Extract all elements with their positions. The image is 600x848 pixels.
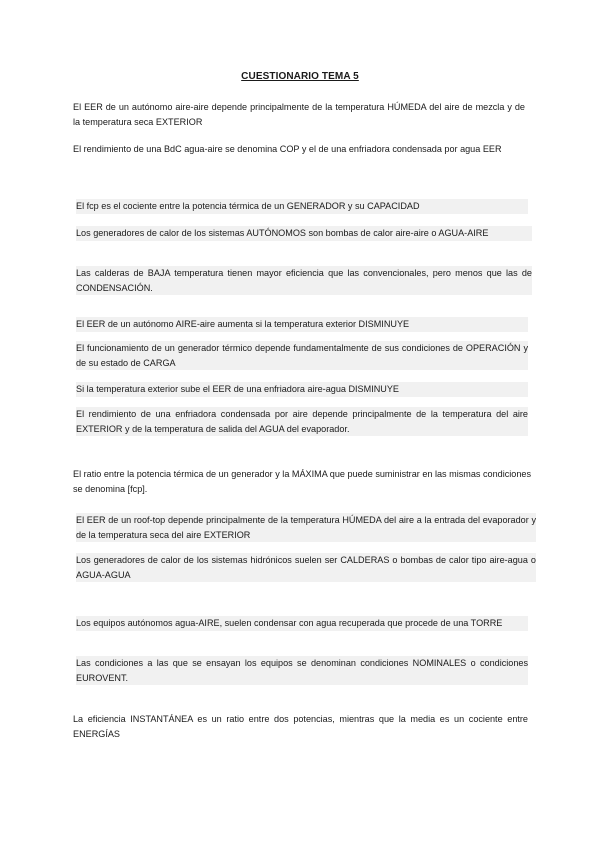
paragraph-9: El rendimiento de una enfriadora condensada por aire depende principalmente de la temperatura del aire EXTERIOR y de la temperatura de salida del AGUA del evaporador. <box>76 407 528 436</box>
paragraph-8: Si la temperatura exterior sube el EER de una enfriadora aire-agua DISMINUYE <box>76 382 528 397</box>
paragraph-1: El EER de un autónomo aire-aire depende principalmente de la temperatura HÚMEDA del aire de mezcla y de la temperatura seca EXTERIOR <box>73 102 525 127</box>
paragraph-12: Los generadores de calor de los sistemas hidrónicos suelen ser CALDERAS o bombas de calor tipo aire-agua o AGUA-AGUA <box>76 553 536 582</box>
page-title: CUESTIONARIO TEMA 5 <box>241 71 359 82</box>
paragraph-15: La eficiencia INSTANTÁNEA es un ratio entre dos potencias, mientras que la media es un cociente entre ENERGÍAS <box>73 714 528 739</box>
paragraph-10: El ratio entre la potencia térmica de un generador y la MÁXIMA que puede suministrar en las mismas condiciones se denomina [fcp]. <box>73 469 531 494</box>
paragraph-7: El funcionamiento de un generador térmico depende fundamentalmente de sus condiciones de OPERACIÓN y de su estado de CARGA <box>76 341 528 370</box>
paragraph-4: Los generadores de calor de los sistemas AUTÓNOMOS son bombas de calor aire-aire o AGUA-AIRE <box>76 226 532 241</box>
paragraph-2: El rendimiento de una BdC agua-aire se denomina COP y el de una enfriadora condensada por agua EER <box>73 144 502 154</box>
paragraph-13: Los equipos autónomos agua-AIRE, suelen condensar con agua recuperada que procede de una TORRE <box>76 616 528 631</box>
paragraph-6: El EER de un autónomo AIRE-aire aumenta si la temperatura exterior DISMINUYE <box>76 317 528 332</box>
paragraph-14: Las condiciones a las que se ensayan los equipos se denominan condiciones NOMINALES o condiciones EUROVENT. <box>76 656 528 685</box>
paragraph-3: El fcp es el cociente entre la potencia térmica de un GENERADOR y su CAPACIDAD <box>76 199 528 214</box>
paragraph-11: El EER de un roof-top depende principalmente de la temperatura HÚMEDA del aire a la entrada del evaporador y de la temperatura seca del aire EXTERIOR <box>76 513 536 542</box>
paragraph-5: Las calderas de BAJA temperatura tienen mayor eficiencia que las convencionales, pero menos que las de CONDENSACIÓN. <box>76 266 532 295</box>
